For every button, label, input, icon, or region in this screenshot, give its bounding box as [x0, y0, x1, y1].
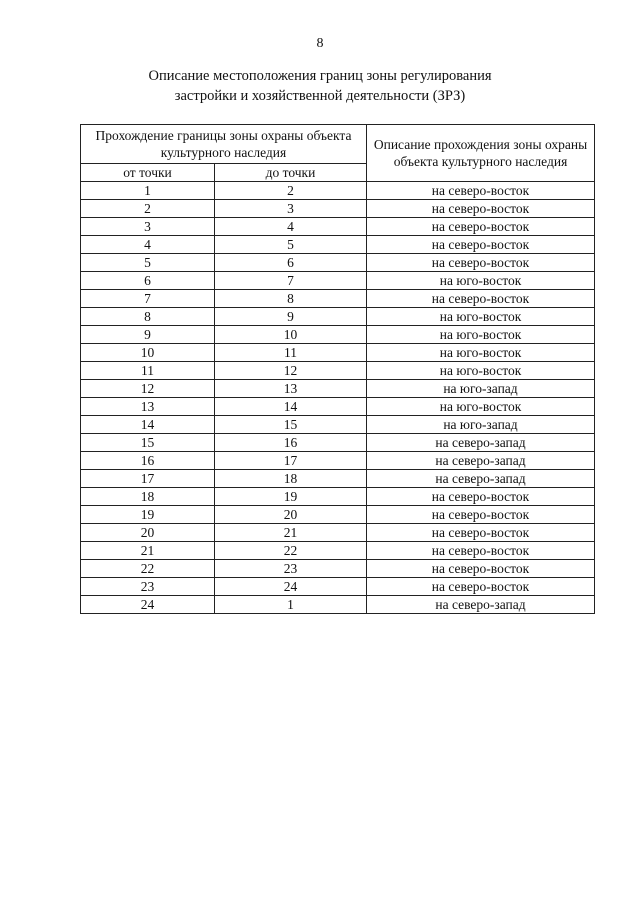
cell-from-point: 24	[81, 596, 215, 614]
table-row	[81, 236, 595, 254]
table-row	[81, 272, 595, 290]
cell-from-point: 1	[81, 182, 215, 200]
cell-to-point: 6	[215, 254, 367, 272]
table-row	[81, 434, 595, 452]
cell-direction: на северо-восток	[367, 236, 595, 254]
cell-direction: на северо-восток	[367, 578, 595, 596]
cell-to-point: 7	[215, 272, 367, 290]
cell-to-point: 2	[215, 182, 367, 200]
cell-to-point: 8	[215, 290, 367, 308]
cell-direction: на северо-восток	[367, 506, 595, 524]
cell-direction: на северо-запад	[367, 452, 595, 470]
cell-direction: на северо-восток	[367, 524, 595, 542]
cell-to-point: 1	[215, 596, 367, 614]
cell-to-point: 13	[215, 380, 367, 398]
cell-to-point: 4	[215, 218, 367, 236]
cell-from-point: 22	[81, 560, 215, 578]
cell-from-point: 10	[81, 344, 215, 362]
table-row	[81, 596, 595, 614]
document-title-line-2: застройки и хозяйственной деятельности (ЗРЗ)	[174, 88, 466, 104]
cell-direction: на юго-восток	[367, 272, 595, 290]
table-row	[81, 578, 595, 596]
cell-to-point: 10	[215, 326, 367, 344]
document-title-line-1: Описание местоположения границ зоны регулирования	[148, 68, 492, 84]
table-row	[81, 488, 595, 506]
boundary-points-table	[80, 124, 595, 614]
cell-from-point: 21	[81, 542, 215, 560]
header-description: Описание прохождения зоны охраны объекта культурного наследия	[367, 125, 595, 182]
cell-from-point: 4	[81, 236, 215, 254]
cell-to-point: 20	[215, 506, 367, 524]
cell-to-point: 11	[215, 344, 367, 362]
cell-from-point: 7	[81, 290, 215, 308]
cell-to-point: 24	[215, 578, 367, 596]
cell-from-point: 20	[81, 524, 215, 542]
cell-to-point: 9	[215, 308, 367, 326]
table-row	[81, 326, 595, 344]
cell-from-point: 12	[81, 380, 215, 398]
table-row	[81, 542, 595, 560]
cell-from-point: 3	[81, 218, 215, 236]
header-from-point: от точки	[81, 164, 215, 182]
cell-from-point: 11	[81, 362, 215, 380]
page-number: 8	[316, 36, 324, 51]
table-row	[81, 308, 595, 326]
cell-direction: на северо-восток	[367, 488, 595, 506]
cell-direction: на юго-восток	[367, 308, 595, 326]
cell-to-point: 15	[215, 416, 367, 434]
cell-to-point: 19	[215, 488, 367, 506]
table-row	[81, 182, 595, 200]
table-row	[81, 380, 595, 398]
cell-direction: на северо-восток	[367, 254, 595, 272]
table-row	[81, 470, 595, 488]
cell-direction: на северо-запад	[367, 434, 595, 452]
cell-direction: на юго-восток	[367, 362, 595, 380]
cell-to-point: 5	[215, 236, 367, 254]
cell-direction: на юго-запад	[367, 416, 595, 434]
cell-from-point: 2	[81, 200, 215, 218]
table-row	[81, 200, 595, 218]
cell-from-point: 23	[81, 578, 215, 596]
cell-direction: на северо-восток	[367, 560, 595, 578]
cell-direction: на юго-запад	[367, 380, 595, 398]
table-row	[81, 398, 595, 416]
cell-to-point: 18	[215, 470, 367, 488]
cell-direction: на юго-восток	[367, 344, 595, 362]
table-row	[81, 344, 595, 362]
header-to-point: до точки	[215, 164, 367, 182]
cell-to-point: 21	[215, 524, 367, 542]
cell-to-point: 14	[215, 398, 367, 416]
cell-from-point: 16	[81, 452, 215, 470]
table-row	[81, 452, 595, 470]
cell-to-point: 12	[215, 362, 367, 380]
cell-from-point: 18	[81, 488, 215, 506]
cell-from-point: 19	[81, 506, 215, 524]
cell-direction: на северо-восток	[367, 200, 595, 218]
table-body	[81, 182, 595, 614]
cell-from-point: 14	[81, 416, 215, 434]
cell-to-point: 16	[215, 434, 367, 452]
cell-from-point: 8	[81, 308, 215, 326]
cell-direction: на северо-восток	[367, 290, 595, 308]
cell-direction: на юго-восток	[367, 326, 595, 344]
cell-from-point: 6	[81, 272, 215, 290]
table-row	[81, 254, 595, 272]
cell-direction: на северо-запад	[367, 596, 595, 614]
table-row	[81, 506, 595, 524]
table-row	[81, 524, 595, 542]
table-row	[81, 416, 595, 434]
cell-direction: на северо-восток	[367, 542, 595, 560]
cell-from-point: 9	[81, 326, 215, 344]
cell-direction: на северо-восток	[367, 182, 595, 200]
table-row	[81, 560, 595, 578]
cell-from-point: 15	[81, 434, 215, 452]
header-boundary-passage: Прохождение границы зоны охраны объекта культурного наследия	[81, 125, 367, 164]
cell-to-point: 3	[215, 200, 367, 218]
cell-direction: на северо-запад	[367, 470, 595, 488]
table-row	[81, 218, 595, 236]
cell-from-point: 17	[81, 470, 215, 488]
table-row	[81, 362, 595, 380]
document-title	[60, 66, 580, 106]
cell-to-point: 23	[215, 560, 367, 578]
cell-direction: на северо-восток	[367, 218, 595, 236]
table-row	[81, 290, 595, 308]
cell-from-point: 5	[81, 254, 215, 272]
cell-to-point: 22	[215, 542, 367, 560]
cell-to-point: 17	[215, 452, 367, 470]
cell-from-point: 13	[81, 398, 215, 416]
table-header	[81, 125, 595, 182]
cell-direction: на юго-восток	[367, 398, 595, 416]
